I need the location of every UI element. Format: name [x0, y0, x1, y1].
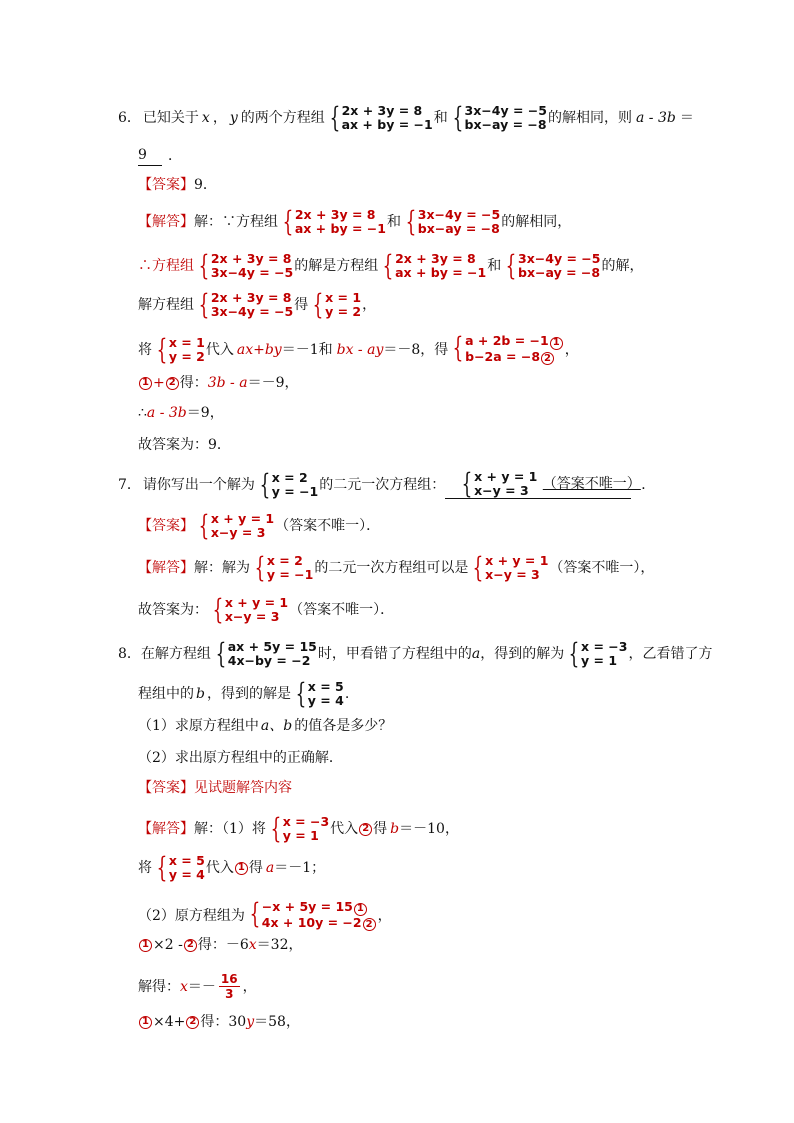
q6-sol-sys2-eq2: bx−ay = −8	[417, 221, 500, 236]
q8-sol-line1	[138, 812, 459, 845]
circled-2-icon: 2	[186, 1016, 199, 1029]
q8-sol1-system: { x = −3 y = 1	[270, 812, 330, 845]
q8-text-d: ，乙看错了方	[628, 646, 713, 662]
q8-sol2-val: ＝－1；	[274, 860, 326, 876]
q7-ans-eq2: x−y = 3	[210, 525, 266, 540]
q7-final-eq1: x + y = 1	[224, 595, 289, 610]
q6-solution-line4	[138, 331, 579, 366]
q7-answer-system: { x + y = 1 x−y = 3	[198, 509, 275, 542]
q8-step3-line	[138, 1012, 300, 1032]
q7-sol3-eq2: x−y = 3	[485, 567, 540, 582]
q8-var-b: b	[196, 686, 205, 702]
q6-sys2-eq1: 3x−4y = −5	[464, 103, 547, 118]
q8-number: 8．	[118, 646, 141, 662]
q8-sol1-val: ＝－10，	[399, 821, 459, 837]
q6-add-expr: 3b - a	[207, 375, 248, 391]
q6-solve-res2: y = 2	[325, 304, 362, 319]
q7-answer-line	[138, 509, 381, 542]
q6-solution-line2	[138, 249, 644, 282]
q6-t-sys2-eq2: ax + by = −1	[395, 265, 487, 280]
q8-text-c: ，得到的解为	[480, 646, 565, 662]
q7-answer-label: 【答案】	[138, 518, 194, 534]
q6-sub-res1: a + 2b = −1	[465, 333, 549, 348]
q8-sol2-eq1: x = 5	[168, 853, 205, 868]
q8-step1-line	[138, 935, 302, 955]
q6-t-system-3: { 3x−4y = −5 bx−ay = −8	[505, 249, 601, 282]
q7-sol-system2: { x = 2 y = −1	[254, 551, 314, 584]
q8-part2-system: { −x + 5y = 15 1 4x + 10y = −2 2	[246, 900, 377, 931]
q7-solution-system: { x = 2 y = −1	[259, 467, 319, 501]
q8-sol1-var: b	[390, 821, 400, 837]
q8-sub1-text: （1）求原方程组中	[138, 718, 259, 734]
q7-blank-note: （答案不唯一）	[542, 476, 641, 492]
q6-var-y: y	[229, 110, 238, 126]
q6-thus-val: ＝9，	[186, 405, 224, 421]
q8-system: { ax + 5y = 15 4x−by = −2	[215, 637, 317, 670]
q8-step3-mid: ×4+	[153, 1014, 186, 1030]
q7-sol-text: 解：解为	[194, 560, 250, 576]
q6-t-system-2: { 2x + 3y = 8 ax + by = −1	[382, 249, 487, 282]
q6-sub-eq1-expr: ax+by	[236, 341, 282, 358]
q6-sol-same: 的解相同，	[501, 214, 572, 230]
q6-final-text: 故答案为：9．	[138, 437, 231, 453]
q7-text-a: 请你写出一个解为	[142, 476, 255, 493]
q6-period: ．	[168, 147, 182, 164]
q6-eq-sign: ＝	[679, 110, 694, 126]
q6-solution-line5	[138, 373, 299, 393]
q6-blank-answer: 9	[138, 147, 147, 163]
q6-solve-result: { x = 1 y = 2	[312, 288, 362, 321]
circled-2-icon: 2	[359, 823, 372, 836]
q8-answer-line	[138, 778, 292, 798]
q8-part2-eq1: −x + 5y = 15	[261, 899, 353, 914]
q8-sol2-system: { x = 5 y = 4	[156, 851, 205, 884]
q8-step1-mid: ×2 -	[153, 937, 183, 953]
q6-text-c: 的解相同，则	[547, 110, 632, 126]
q6-and: 和	[433, 110, 448, 126]
q7-final-text: 故答案为：	[138, 602, 208, 618]
q7-final-line	[138, 593, 395, 626]
q6-solve-end: ，	[362, 297, 377, 313]
q7-sol-note: （答案不唯一），	[549, 560, 655, 576]
q6-sol-sys1-eq2: ax + by = −1	[294, 221, 386, 236]
q6-number: 6．	[118, 110, 141, 126]
q8-sol-line2	[138, 851, 326, 884]
q7-blank	[445, 467, 641, 500]
q8-step3-val: ＝58，	[254, 1014, 300, 1030]
q8-sol1-eq2: y = 1	[282, 828, 319, 843]
q6-solve-eq2: 3x−4y = −5	[210, 304, 294, 319]
q6-answer-line	[138, 175, 217, 195]
q6-sub-result: { a + 2b = −1 1 b−2a = −8 2	[449, 334, 563, 365]
q6-sol-intro: 解：∵方程组	[194, 214, 278, 230]
circled-1-icon: 1	[235, 862, 248, 875]
circled-1-icon: 1	[354, 903, 367, 916]
q6-t-sys3-eq2: bx−ay = −8	[518, 265, 601, 280]
q8-sol2-a: 将	[138, 860, 152, 876]
q8-step2-end: ，	[242, 978, 257, 995]
q6-blank	[138, 145, 162, 166]
q8-text-a: 在解方程组	[140, 646, 211, 662]
q6-solve-get: 得	[294, 297, 309, 313]
q8-step1-val: ＝32，	[256, 937, 303, 953]
q8-part2-eq2: 4x + 10y = −2	[261, 914, 362, 930]
q8-sol1-eq1: x = −3	[282, 814, 330, 829]
q7-final-system: { x + y = 1 x−y = 3	[212, 593, 289, 626]
q8-jia-system: { x = −3 y = 1	[568, 637, 628, 670]
q6-sol-label: 【解答】	[138, 214, 194, 230]
q7-sol3-eq1: x + y = 1	[485, 553, 549, 568]
q6-solution-line3	[138, 288, 377, 321]
q8-sys-eq2: 4x−by = −2	[227, 653, 311, 668]
q8-step2-var: x	[180, 978, 188, 995]
circled-1-icon: 1	[139, 939, 152, 952]
q8-step2-text: 解得：	[138, 978, 180, 995]
q6-t-sys1-eq2: 3x−4y = −5	[210, 265, 294, 280]
q6-text-b: 的两个方程组	[240, 110, 325, 126]
q6-t-sys3-eq1: 3x−4y = −5	[518, 251, 601, 266]
q8-text-g: .	[344, 686, 350, 702]
q7-ans-eq1: x + y = 1	[210, 511, 275, 526]
q8-sub1-end: 的值各是多少？	[294, 718, 393, 734]
circled-1-icon: 1	[550, 337, 563, 350]
q6-solution-line6	[138, 403, 224, 423]
q6-sys1-eq1: 2x + 3y = 8	[341, 103, 423, 118]
q6-t-sys2-eq1: 2x + 3y = 8	[395, 251, 476, 266]
q6-line2	[138, 145, 182, 166]
q6-sub-system: { x = 1 y = 2	[156, 332, 205, 366]
q7-blank-eq1: x + y = 1	[474, 469, 538, 484]
q6-sol-sys2-eq1: 3x−4y = −5	[417, 207, 501, 222]
q6-sub-end: ，	[564, 341, 579, 358]
q8-sol1-a: 解：（1）将	[194, 821, 266, 837]
q7-final-note: （答案不唯一）．	[289, 602, 395, 618]
q8-answer-label: 【答案】	[138, 780, 194, 796]
q6-sol-and: 和	[386, 214, 401, 230]
q7-final-eq2: x−y = 3	[224, 609, 280, 624]
q6-answer-value: 9．	[194, 177, 217, 193]
q8-step1-text: 得：－6	[197, 937, 249, 953]
circled-2-icon: 2	[184, 939, 197, 952]
q6-solve-eq1: 2x + 3y = 8	[210, 290, 292, 305]
q7-sol-system3: { x + y = 1 x−y = 3	[472, 551, 549, 584]
q7-blank-eq2: x−y = 3	[474, 483, 529, 498]
q7-sol-eq1: x = 2	[271, 469, 308, 485]
q8-part2-end: ，	[377, 907, 392, 924]
q6-sol-sys1-eq1: 2x + 3y = 8	[294, 207, 376, 222]
q8-step1-var: x	[248, 937, 257, 953]
q7-solution-line	[138, 551, 655, 584]
q8-sol2-c: 得	[248, 860, 263, 876]
q8-sol-label: 【解答】	[138, 821, 194, 837]
q8-line1	[118, 637, 713, 670]
q8-step2-num: 16	[220, 972, 238, 986]
q8-sub1	[138, 716, 392, 736]
q8-part2-a: （2）原方程组为	[138, 907, 245, 924]
q8-step2-line	[138, 972, 257, 1001]
q8-step2-eq: ＝－	[187, 978, 216, 995]
q6-solve-label: 解方程组	[138, 297, 194, 313]
q6-sub-res2: b−2a = −8	[465, 348, 541, 364]
q6-final	[138, 435, 231, 455]
q8-sub2	[138, 748, 343, 768]
q6-system-1: { 2x + 3y = 8 ax + by = −1	[329, 101, 433, 134]
q6-sub-jiang: 将	[138, 341, 152, 358]
q6-sep: ，	[212, 110, 227, 126]
q6-thus: ∴	[138, 405, 147, 421]
q8-sol2-var: a	[265, 860, 275, 876]
q6-sub-eq2-val: ＝－8，得	[383, 341, 449, 358]
q8-answer-value: 见试题解答内容	[194, 780, 292, 796]
q6-t-sys1-eq1: 2x + 3y = 8	[210, 251, 292, 266]
q6-var-x: x	[201, 110, 210, 126]
q6-sys2-eq2: bx−ay = −8	[464, 117, 547, 132]
q8-sol1-c: 得	[373, 821, 388, 837]
q6-t-mid: 的解是方程组	[294, 258, 379, 274]
q6-add-val: ＝－9，	[247, 375, 299, 391]
q6-therefore: ∴方程组	[138, 258, 194, 274]
q7-sol-eq2: y = −1	[271, 483, 319, 499]
q6-thus-expr: a - 3b	[146, 405, 187, 421]
q6-t-system-1: { 2x + 3y = 8 3x−4y = −5	[198, 249, 294, 282]
q6-solution-line1	[138, 205, 572, 238]
circled-2-icon: 2	[166, 377, 179, 390]
q8-yi-eq2: y = 4	[307, 693, 344, 708]
q8-yi-eq1: x = 5	[307, 679, 344, 694]
q8-sub1-vars: a、b	[260, 718, 293, 734]
q6-t-and: 和	[487, 258, 502, 274]
q8-sys-eq1: ax + 5y = 15	[227, 639, 317, 654]
q8-sol2-b: 代入	[205, 860, 234, 876]
q7-blank-system: { x + y = 1 x−y = 3	[461, 467, 538, 500]
q7-line1	[118, 467, 656, 501]
q6-system-2: { 3x−4y = −5 bx−ay = −8	[452, 101, 547, 134]
q7-sol-text2: 的二元一次方程组可以是	[314, 560, 469, 576]
q6-sub-eq2: y = 2	[168, 348, 205, 364]
q6-answer-label: 【答案】	[138, 177, 194, 193]
q8-var-a: a	[471, 646, 481, 662]
q8-sub2-text: （2）求出原方程组中的正确解．	[138, 750, 343, 766]
q6-sub-dairu: 代入	[205, 341, 234, 358]
q6-add-text: 得：	[179, 375, 208, 391]
q7-number: 7．	[118, 476, 141, 493]
q8-text-f: ，得到的解是	[206, 686, 291, 702]
q8-text-b: 时，甲看错了方程组中的	[317, 646, 472, 662]
q7-ans-note: （答案不唯一）．	[275, 518, 381, 534]
circled-1-icon: 1	[139, 1016, 152, 1029]
q7-sol2-eq1: x = 2	[266, 553, 303, 568]
q8-step2-den: 3	[225, 987, 234, 1001]
q8-sol1-b: 代入	[330, 821, 359, 837]
q8-step3-text: 得：30	[200, 1014, 247, 1030]
q6-solve-system: { 2x + 3y = 8 3x−4y = −5	[198, 288, 294, 321]
q8-sol2-eq2: y = 4	[168, 867, 205, 882]
q7-sol2-eq2: y = −1	[266, 567, 314, 582]
q6-sol-system-2: { 3x−4y = −5 bx−ay = −8	[405, 205, 501, 238]
q6-sub-eq2-expr: bx - ay	[336, 341, 384, 358]
q6-expr: a - 3b	[635, 110, 676, 126]
q8-jia-eq2: y = 1	[581, 653, 618, 668]
q8-step3-var: y	[246, 1014, 255, 1030]
q6-sys1-eq2: ax + by = −1	[341, 117, 433, 132]
q6-text-a: 已知关于	[142, 110, 199, 126]
q8-part2-line	[138, 897, 392, 931]
circled-1-icon: 1	[139, 377, 152, 390]
q6-sub-eq1-val: ＝－1和	[281, 341, 333, 358]
q7-sol-label: 【解答】	[138, 560, 194, 576]
q6-line1	[118, 101, 694, 134]
q8-line2	[138, 677, 350, 710]
q8-text-e: 程组中的	[138, 686, 194, 702]
q6-solve-res1: x = 1	[325, 290, 362, 305]
q7-period: ．	[641, 476, 656, 493]
q6-sub-eq1: x = 1	[168, 334, 205, 350]
circled-2-icon: 2	[541, 352, 554, 365]
q7-text-b: 的二元一次方程组：	[319, 476, 446, 493]
q8-jia-eq1: x = −3	[581, 639, 628, 654]
q6-sol-system-1: { 2x + 3y = 8 ax + by = −1	[282, 205, 386, 238]
q6-t-end: 的解，	[601, 258, 644, 274]
q8-step2-fraction	[219, 972, 240, 1001]
q6-add-plus: +	[153, 375, 165, 391]
circled-2-icon: 2	[363, 918, 376, 931]
q8-yi-system: { x = 5 y = 4	[295, 677, 344, 710]
